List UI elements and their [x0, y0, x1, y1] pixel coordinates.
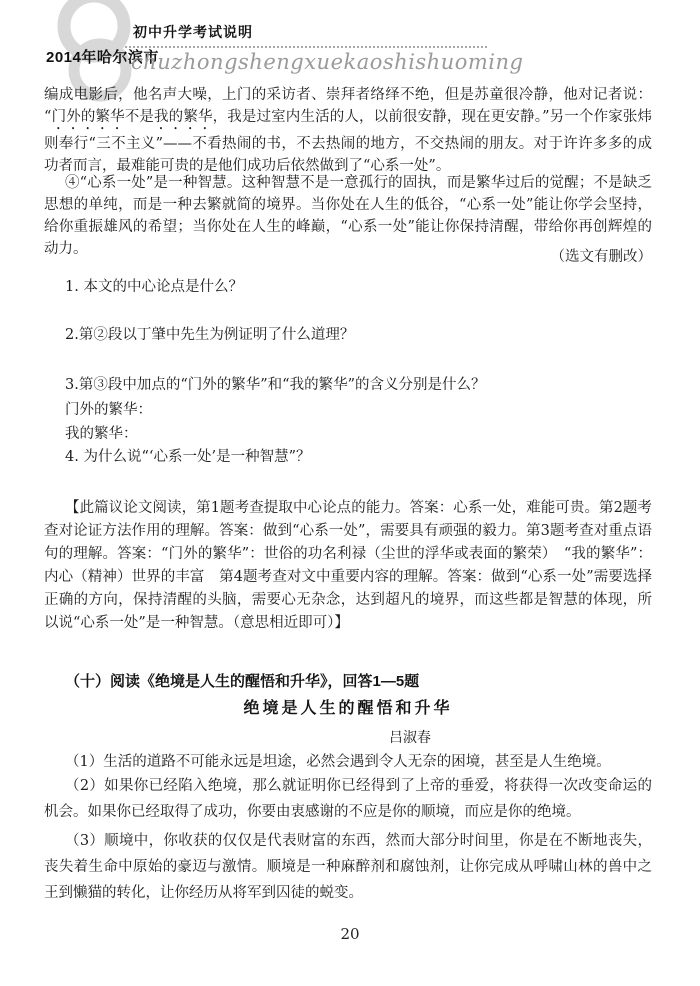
passage-paragraph-3-tail: ，我是过室内生活的人，以前很安静，现在更安静。”另一个作家张炜则奉行“三不主义”——不看热闹的书，不去热闹的地方，不交热闹的朋友。对于许许多多的成功者而言，最难能可贵的是他们成功后依然做到了“心系一处”。: [44, 109, 652, 174]
question-1: 1. 本文的中心论点是什么？: [65, 279, 243, 295]
source-note: （选文有删改）: [550, 249, 652, 265]
passage-paragraph-3-mid: 不是: [124, 109, 155, 125]
book-title: 初中升学考试说明: [133, 24, 253, 40]
article-author: 吕淑春: [389, 730, 431, 746]
article-paragraph-3: （3）顺境中，你收获的仅仅是代表财富的东西，然而大部分时间里，你是在不断地丧失，丧失着生命中原始的豪迈与激情。顺境是一种麻醉剂和腐蚀剂，让你完成从呼啸山林的兽中之王到懒猫的转化，让你经历从将军到囚徒的蜕变。: [44, 833, 652, 901]
article-title: 绝境是人生的醒悟和升华: [243, 698, 453, 717]
emphasized-phrase-my-bustle: 我的繁华: [154, 109, 213, 125]
page-number: 20: [340, 925, 360, 943]
passage-paragraph-3-lead: 编成电影后，他名声大噪，上门的采访者、崇拜者络绎不绝，但是苏童很冷静，他对记者说：“: [44, 87, 652, 125]
edition-title: 2014年哈尔滨市: [46, 49, 159, 66]
emphasized-phrase-outside-bustle: 门外的繁华: [51, 109, 125, 125]
pinyin-subtitle: chuzhongshengxuekaoshishuoming: [131, 50, 524, 74]
article-paragraph-2: （2）如果你已经陷入绝境，那么就证明你已经得到了上帝的垂爱，将获得一次改变命运的机会。如果你已经取得了成功，你要由衷感谢的不应是你的顺境，而应是你的绝境。: [44, 778, 652, 820]
article-paragraph-1: （1）生活的道路不可能永远是坦途，必然会遇到令人无奈的困境，甚至是人生绝境。: [65, 754, 611, 770]
passage-paragraph-3: [44, 84, 652, 177]
passage-paragraph-4: ④“心系一处”是一种智慧。这种智慧不是一意孤行的固执，而是繁华过后的觉醒；不是缺乏思想的单纯，而是一种去繁就简的境界。当你处在人生的低谷，“心系一处”能让你学会坚持，给你重振雄风的希望；当你处在人生的峰巅，“心系一处”能让你保持清醒，带给你再创辉煌的动力。: [44, 175, 652, 257]
section-heading: （十）阅读《绝境是人生的醒悟和升华》，回答1—5题: [65, 673, 420, 690]
question-3-blank-outside: 门外的繁华：: [65, 402, 152, 418]
question-2: 2.第②段以丁肇中先生为例证明了什么道理？: [65, 327, 355, 343]
dotted-divider: [125, 46, 487, 48]
answer-commentary: 【此篇议论文阅读，第1题考查提取中心论点的能力。答案：心系一处，难能可贵。第2题考查对论证方法作用的理解。答案：做到“心系一处”，需要具有顽强的毅力。第3题考查对重点语句的理解。答案：“门外的繁华”：世俗的功名利禄（尘世的浮华或表面的繁荣） “我的繁华”：内心（精神）世界的丰富 第4题考查对文中重要内容的理解。答案：做到“心系一处”需要选择正确的方向，保持清醒的头脑，需要心无杂念，达到超凡的境界，而这些都是智慧的体现，所以说“心系一处”是一种智慧。（意思相近即可）】: [44, 500, 652, 631]
question-4: 4. 为什么说“‘心系一处’是一种智慧”？: [65, 449, 311, 465]
question-3-blank-mine: 我的繁华：: [65, 426, 138, 442]
question-3: 3.第③段中加点的“门外的繁华”和“我的繁华”的含义分别是什么？: [65, 377, 486, 393]
